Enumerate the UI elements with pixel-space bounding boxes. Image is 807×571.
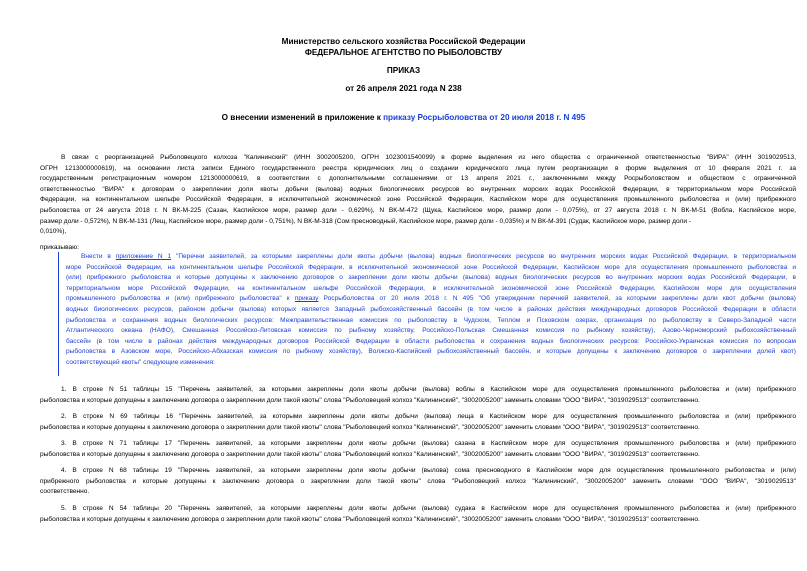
document-title-text: О внесении изменений в приложение к bbox=[221, 113, 384, 122]
amendment-item-line: 1. В строке N 51 таблицы 15 "Перечень заявителей, за которыми закреплены доли квоты добычи (вылова) воблы в Каспийском море для осуществления промышленного рыболовства и (или) прибрежного bbox=[61, 386, 796, 393]
main-change-line bbox=[66, 358, 796, 369]
main-change-line bbox=[66, 252, 796, 263]
document-title-link[interactable]: приказу Росрыболовства от 20 июля 2018 г. N 495 bbox=[383, 113, 586, 122]
intro-line: ОГРН 1213000000619), на основании листа записи Единого государственного реестра юридических лиц о создании юридического лица путем реорганизации в форме выделения от 10 февраля 2021 г. за bbox=[40, 164, 796, 172]
agency-name: ФЕДЕРАЛЬНОЕ АГЕНТСТВО ПО РЫБОЛОВСТВУ bbox=[304, 48, 503, 57]
order-word-text: приказываю: bbox=[40, 244, 79, 251]
main-change-text: Росрыболовства от 20 июля 2018 г. N 495 "Об утверждении перечней заявителей, за которыми закреплены доли квот добычи (вылова) bbox=[318, 295, 796, 303]
main-change-line bbox=[66, 316, 796, 327]
amendment-item-line: рыболовства и которые допущены к заключению договора о закреплении доли такой квоты" слова "Рыболовецкий колхоз "Калининский", "3002005200" заменить словами "ООО "ВИРА", "3019029513" соответственно. bbox=[40, 423, 700, 431]
main-change-line bbox=[66, 337, 796, 348]
amendment-item bbox=[40, 412, 796, 433]
main-change-text: Внести в bbox=[81, 253, 116, 260]
amendment-item bbox=[40, 385, 796, 406]
main-change-paragraph bbox=[66, 252, 796, 369]
main-change-line bbox=[66, 273, 796, 284]
main-change-text: море Российской Федерации, на континентальном шельфе Российской Федерации, в исключительной экономической зоне Российской Федерации, Каспийском море для осуществления промышленного рыболовства и bbox=[66, 263, 796, 271]
intro-line: размер доли - 0,572%), N ВК-М-131 (Лещ, Каспийское море, размер доли - 0,751%), N ВК-М-318 (Сом пресноводный, Каспийское море, размер доли - 0,035%) и N ВК-М-391 (Судак, Каспийское море, размер доли - bbox=[40, 217, 691, 225]
intro-paragraph bbox=[40, 153, 796, 238]
amendment-item-line: рыболовства и которые допущены к заключению договора о закреплении доли такой квоты" слова "Рыболовецкий колхоз "Калининский", "3002005200" заменить словами "ООО "ВИРА", "3019029513" соответственно. bbox=[40, 515, 700, 523]
main-change-text: рыболовства и сохранения водных биологических ресурсов: Межправительственная комиссия по рыболовству в Чудском, Теплом и Псковском озерах, организация по рыболовству в Северо-Западной части bbox=[66, 316, 796, 324]
main-change-line bbox=[66, 263, 796, 274]
intro-line: ответственностью "ВИРА" к договорам о закреплении доли квоты добычи (вылова) водных биологических ресурсов во внутренних морских водах Российской Федерации, в территориальном море Российской bbox=[40, 185, 796, 193]
amendment-item-line: 5. В строке N 54 таблицы 20 "Перечень заявителей, за которыми закреплены доли квоты добычи (вылова) судака в Каспийском море для осуществления промышленного рыболовства и (или) прибрежного bbox=[61, 505, 796, 512]
main-change-text: промышленного рыболовства и (или) прибрежного рыболовства" к bbox=[66, 295, 295, 303]
main-change-line bbox=[66, 326, 796, 337]
main-change-text: бассейн (в том числе в районах действия международных договоров Российской Федерации в области рыболовства и сохранения водных биологических ресурсов: Российско-Украинская комиссия по вопросам bbox=[66, 337, 796, 345]
amendment-item-line: 3. В строке N 71 таблицы 17 "Перечень заявителей, за которыми закреплены доли квоты добычи (вылова) сазана в Каспийском море для осуществления промышленного рыболовства и (или) прибрежного bbox=[61, 440, 796, 447]
amendment-item bbox=[40, 439, 796, 460]
main-change-text: Атлантического океана (НАФО), Смешанная Российско-Литовская комиссия по рыбному хозяйству, Российско-Польская Смешанная комиссия по рыбному хозяйству), Азово-Черноморский рыбохозяйственный bbox=[66, 327, 796, 335]
amendment-item-line: рыболовства и которые допущены к заключению договора о закреплении доли такой квоты" слова "Рыболовецкий колхоз "Калининский", "3002005200" заменить словами "ООО "ВИРА", "3019029513" соответственно. bbox=[40, 396, 700, 404]
document-type: ПРИКАЗ bbox=[386, 66, 421, 75]
ministry-name: Министерство сельского хозяйства Российской Федерации bbox=[281, 37, 526, 46]
amendment-item-line: прибрежного рыболовства и которые допущены к заключению договора о закреплении доли такой квоты" слова "Рыболовецкий колхоз "Калининский", "3002005200" заменить словами "ООО "ВИРА", "3019029513" bbox=[40, 477, 796, 485]
change-marker-bar bbox=[58, 252, 59, 376]
main-change-line bbox=[66, 347, 796, 358]
document-date-number: от 26 апреля 2021 года N 238 bbox=[345, 84, 462, 93]
main-change-line bbox=[66, 284, 796, 295]
intro-line: государственным регистрационным номером 1213000000619, в соответствии с дополнительными соглашениями от 13 апреля 2021 г., заключенными между Росрыболовством и обществом с ограниченной bbox=[40, 175, 796, 183]
main-change-line bbox=[66, 305, 796, 316]
main-change-text: водных биологических ресурсов, районом добычи (вылова) которых является Западный рыбохозяйственный бассейн (в том числе в районах действия международных договоров Российской Федерации в области bbox=[66, 305, 796, 313]
intro-line: В связи с реорганизацией Рыболовецкого колхоза "Калининский" (ИНН 3002005200, ОГРН 1023001540099) в форме выделения из него общества с ограниченной ответственностью "ВИРА" (ИНН 3019029513, bbox=[61, 154, 796, 161]
main-change-text: рыболовства в Азовском море, Российско-Абхазская комиссия по рыбному хозяйству), Волжско-Каспийский рыбохозяйственный бассейн, и которые допущены к заключению договоров о закреплении долей квот) bbox=[66, 348, 796, 356]
main-change-text: территориальном море Российской Федерации, на континентальном шельфе Российской Федерации, в исключительной экономической зоне Российской Федерации, Каспийском море для осуществления bbox=[66, 284, 796, 292]
main-change-text: "Перечни заявителей, за которыми закреплены доли квоты добычи (вылова) водных биологических ресурсов во внутренних морских водах Российской Федерации, в территориальном bbox=[171, 253, 796, 260]
amendment-item bbox=[40, 504, 796, 525]
amendment-item-line: соответственно. bbox=[40, 488, 90, 496]
main-change-line bbox=[66, 294, 796, 305]
amendment-item-line: 4. В строке N 68 таблицы 19 "Перечень заявителей, за которыми закреплены доли квоты добычи (вылова) сома пресноводного в Каспийском море для осуществления промышленного рыболовства и (или) bbox=[61, 467, 796, 474]
intro-line: 0,010%), bbox=[40, 228, 67, 236]
intro-line: Федерации, на континентальном шельфе Российской Федерации, в исключительной экономической зоне Российской Федерации, Каспийском море для осуществления промышленного рыболовства и (или) прибрежного bbox=[40, 196, 796, 204]
main-change-text: (или) прибрежного рыболовства и которые допущены к заключению договоров о закреплении доли квоты добычи (вылова) водных биологических ресурсов во внутренних морских водах Российской Федерации, в bbox=[66, 274, 796, 282]
amendment-item-line: 2. В строке N 69 таблицы 16 "Перечень заявителей, за которыми закреплены доли квоты добычи (вылова) леща в Каспийском море для осуществления промышленного рыболовства и (или) прибрежного bbox=[61, 413, 796, 420]
amendment-item bbox=[40, 466, 796, 498]
intro-line: рыболовства от 24 августа 2018 г. N ВК-М-225 (Сазан, Каспийское море, размер доли - 0,629%), N ВК-М-472 (Щука, Каспийское море, размер доли - 0,075%), от 27 августа 2018 г. N ВК-М-51 (Вобла, Каспийское море, bbox=[40, 206, 796, 214]
main-change-text: соответствующей квоты" следующие изменения: bbox=[66, 358, 215, 366]
reference-link[interactable]: приказу bbox=[294, 295, 319, 303]
document-title bbox=[0, 113, 807, 122]
amendment-item-line: рыболовства и которые допущены к заключению договора о закреплении доли такой квоты" слова "Рыболовецкий колхоз "Калининский", "3002005200" заменить словами "ООО "ВИРА", "3019029513" соответственно. bbox=[40, 450, 700, 458]
reference-link[interactable]: приложение N 1 bbox=[115, 253, 172, 260]
